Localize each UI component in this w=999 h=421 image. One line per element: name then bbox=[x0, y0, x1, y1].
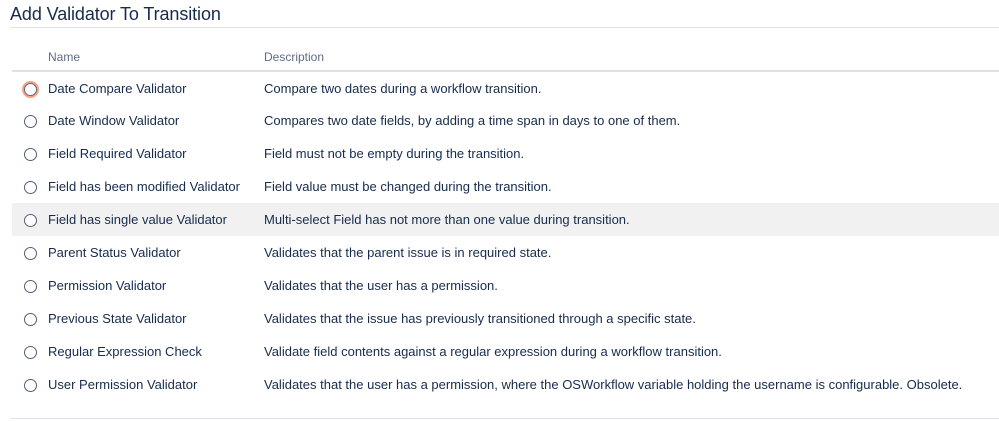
validator-description: Validates that the user has a permission. bbox=[264, 278, 498, 293]
validator-name[interactable]: Field has single value Validator bbox=[48, 212, 227, 227]
validator-radio-button[interactable] bbox=[24, 115, 37, 128]
radio-cell bbox=[12, 269, 48, 302]
description-column-header: Description bbox=[264, 44, 999, 71]
validator-description: Validate field contents against a regular expression during a workflow transition. bbox=[264, 344, 722, 359]
validator-table bbox=[12, 44, 999, 401]
radio-cell bbox=[12, 302, 48, 335]
validator-radio-button[interactable] bbox=[24, 214, 37, 227]
radio-cell bbox=[12, 236, 48, 269]
validator-description: Compares two date fields, by adding a time span in days to one of them. bbox=[264, 113, 681, 128]
validator-name[interactable]: Field Required Validator bbox=[48, 146, 187, 161]
validator-name[interactable]: Permission Validator bbox=[48, 278, 167, 293]
table-header-row bbox=[12, 44, 999, 71]
table-row[interactable] bbox=[12, 236, 999, 269]
table-row[interactable] bbox=[12, 335, 999, 368]
table-row[interactable] bbox=[12, 71, 999, 104]
validator-description: Validates that the issue has previously transitioned through a specific state. bbox=[264, 311, 696, 326]
validator-name[interactable]: Field has been modified Validator bbox=[48, 179, 240, 194]
table-row[interactable] bbox=[12, 302, 999, 335]
validator-description: Validates that the user has a permission, where the OSWorkflow variable holding the username is configurable. Obsolete. bbox=[264, 377, 963, 392]
radio-cell bbox=[12, 104, 48, 137]
validator-description: Multi-select Field has not more than one value during transition. bbox=[264, 212, 630, 227]
validator-name[interactable]: Date Compare Validator bbox=[48, 80, 187, 96]
radio-column-header bbox=[12, 44, 48, 71]
validator-radio-button[interactable] bbox=[24, 83, 37, 96]
table-header bbox=[12, 44, 999, 71]
validator-radio-button[interactable] bbox=[24, 313, 37, 326]
validator-description: Compare two dates during a workflow transition. bbox=[264, 80, 542, 96]
title-divider bbox=[10, 27, 999, 28]
validator-description: Validates that the parent issue is in required state. bbox=[264, 245, 552, 260]
radio-cell bbox=[12, 368, 48, 401]
radio-cell bbox=[12, 170, 48, 203]
radio-cell bbox=[12, 137, 48, 170]
radio-cell bbox=[12, 203, 48, 236]
radio-cell bbox=[12, 335, 48, 368]
table-row[interactable] bbox=[12, 269, 999, 302]
validator-name[interactable]: Regular Expression Check bbox=[48, 344, 202, 359]
radio-cell bbox=[12, 71, 48, 104]
validator-name[interactable]: Date Window Validator bbox=[48, 113, 180, 128]
table-row[interactable] bbox=[12, 137, 999, 170]
validator-radio-button[interactable] bbox=[24, 280, 37, 293]
validator-name[interactable]: Previous State Validator bbox=[48, 311, 187, 326]
validator-description: Field value must be changed during the transition. bbox=[264, 179, 552, 194]
validator-radio-button[interactable] bbox=[24, 346, 37, 359]
validator-radio-button[interactable] bbox=[24, 148, 37, 161]
validator-description: Field must not be empty during the transition. bbox=[264, 146, 525, 161]
page-title: Add Validator To Transition bbox=[10, 4, 221, 24]
table-body bbox=[12, 71, 999, 401]
validator-name[interactable]: User Permission Validator bbox=[48, 377, 198, 392]
validator-radio-button[interactable] bbox=[24, 379, 37, 392]
table-row[interactable] bbox=[12, 203, 999, 236]
table-row[interactable] bbox=[12, 104, 999, 137]
validator-radio-button[interactable] bbox=[24, 181, 37, 194]
table-row[interactable] bbox=[12, 170, 999, 203]
name-column-header: Name bbox=[48, 44, 264, 71]
table-row[interactable] bbox=[12, 368, 999, 401]
bottom-divider bbox=[10, 418, 999, 419]
validator-name[interactable]: Parent Status Validator bbox=[48, 245, 181, 260]
validator-radio-button[interactable] bbox=[24, 247, 37, 260]
